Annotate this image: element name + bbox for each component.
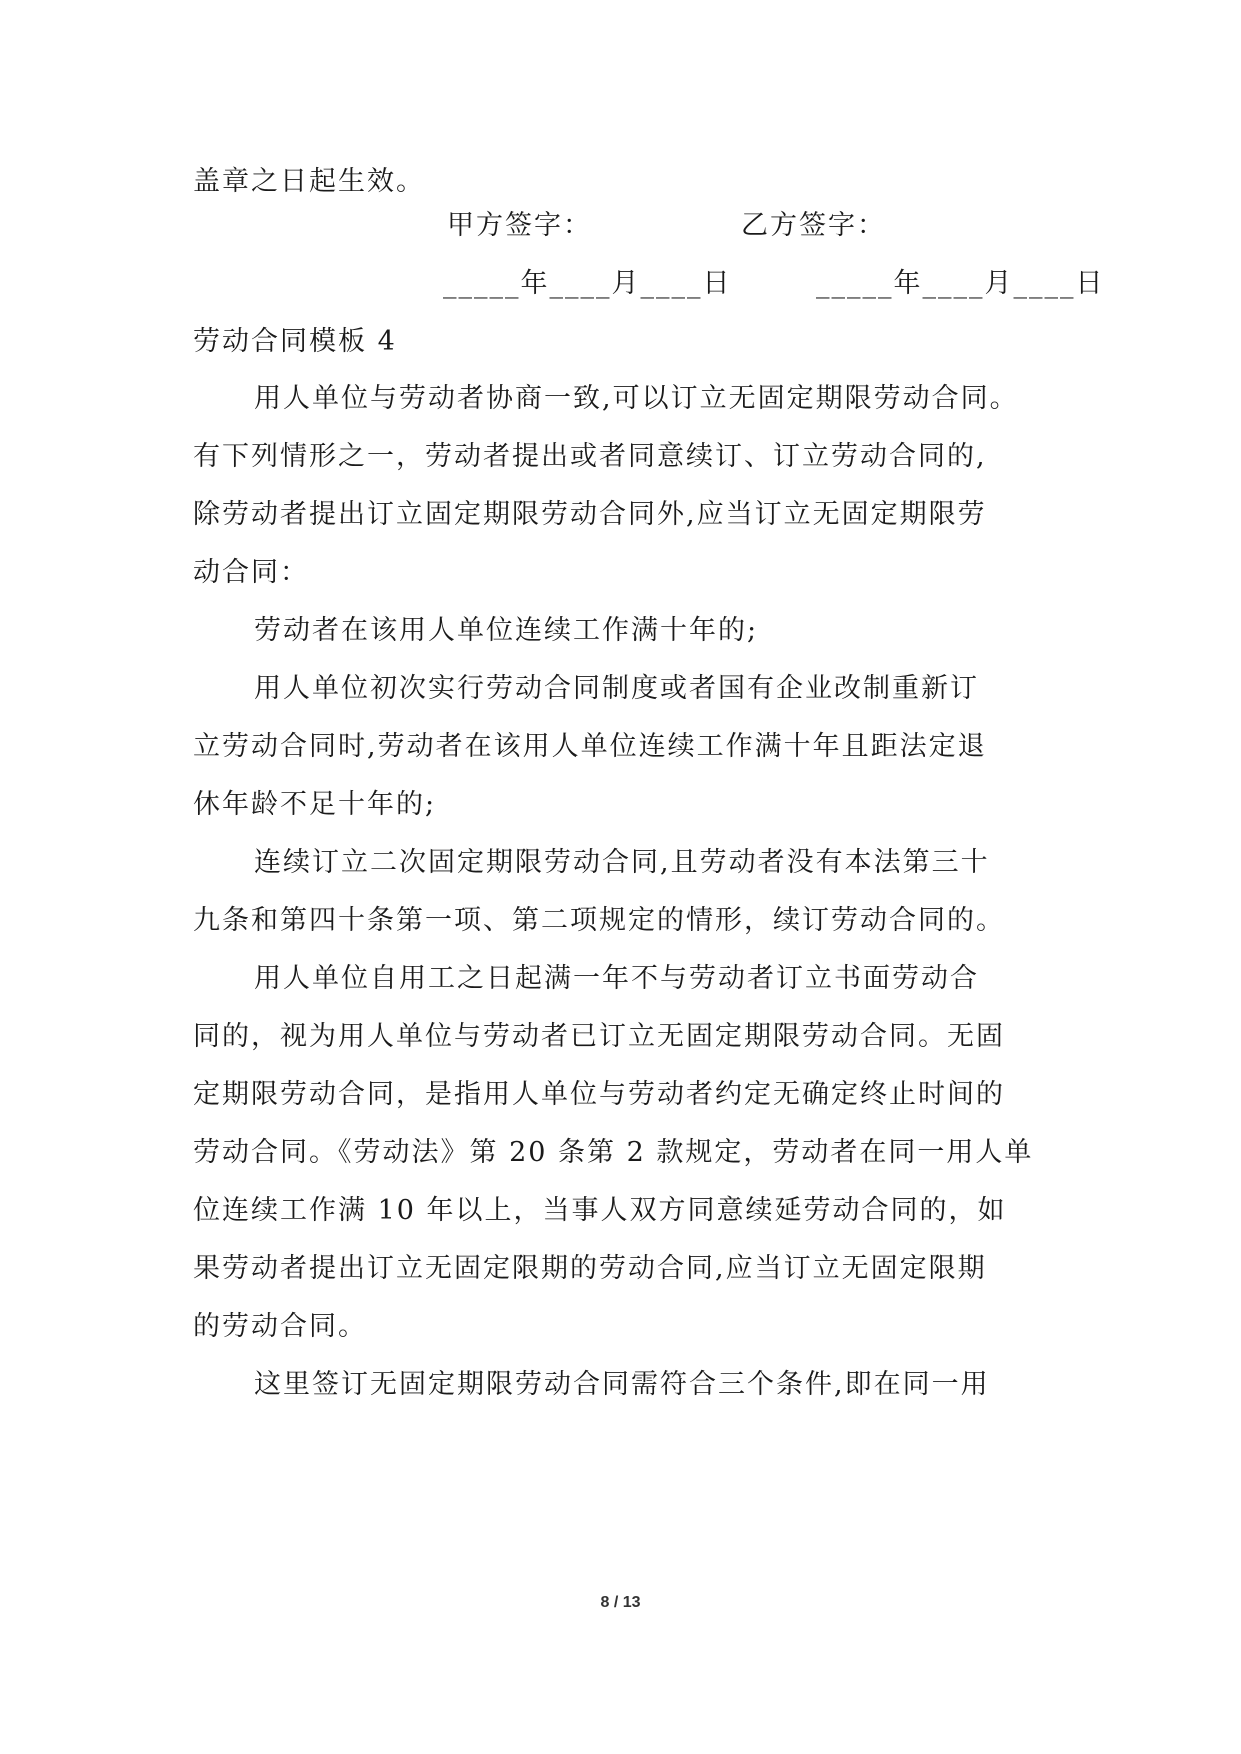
text-line-2: 用人单位与劳动者协商一致,可以订立无固定期限劳动合同。 bbox=[254, 383, 1019, 414]
text-line-10: 连续订立二次固定期限劳动合同,且劳动者没有本法第三十 bbox=[254, 847, 990, 878]
text-line-13: 同的，视为用人单位与劳动者已订立无固定期限劳动合同。无固 bbox=[193, 1021, 1005, 1052]
text-line-11: 九条和第四十条第一项、第二项规定的情形，续订劳动合同的。 bbox=[193, 905, 1005, 936]
text-line-8: 立劳动合同时,劳动者在该用人单位连续工作满十年且距法定退 bbox=[193, 731, 987, 762]
text-line-6: 劳动者在该用人单位连续工作满十年的; bbox=[254, 615, 759, 646]
text-line-16: 位连续工作满 10 年以上，当事人双方同意续延劳动合同的，如 bbox=[193, 1195, 1007, 1226]
text-line-7: 用人单位初次实行劳动合同制度或者国有企业改制重新订 bbox=[254, 673, 979, 704]
signature-row bbox=[193, 208, 1073, 244]
party-a-signature-label: 甲方签字： bbox=[447, 210, 592, 241]
text-line-14: 定期限劳动合同，是指用人单位与劳动者约定无确定终止时间的 bbox=[193, 1079, 1005, 1110]
section-heading: 劳动合同模板 4 bbox=[193, 326, 397, 357]
text-line-1: 盖章之日起生效。 bbox=[193, 166, 425, 197]
text-line-3: 有下列情形之一，劳动者提出或者同意续订、订立劳动合同的, bbox=[193, 441, 987, 472]
text-line-17: 果劳动者提出订立无固定限期的劳动合同,应当订立无固定限期 bbox=[193, 1253, 987, 1284]
text-line-4: 除劳动者提出订立固定期限劳动合同外,应当订立无固定期限劳 bbox=[193, 499, 987, 530]
text-line-18: 的劳动合同。 bbox=[193, 1311, 367, 1342]
party-a-date: _____年____月____日 bbox=[443, 268, 732, 299]
text-line-19: 这里签订无固定期限劳动合同需符合三个条件,即在同一用 bbox=[254, 1369, 990, 1400]
page-number: 8 / 13 bbox=[600, 1594, 641, 1611]
party-b-signature-label: 乙方签字： bbox=[741, 210, 886, 241]
text-line-5: 动合同： bbox=[193, 557, 309, 588]
text-line-9: 休年龄不足十年的; bbox=[193, 789, 437, 820]
date-row bbox=[193, 266, 1105, 302]
text-line-12: 用人单位自用工之日起满一年不与劳动者订立书面劳动合 bbox=[254, 963, 979, 994]
party-b-date: _____年____月____日 bbox=[816, 268, 1105, 299]
text-line-15: 劳动合同。《劳动法》第 20 条第 2 款规定，劳动者在同一用人单 bbox=[193, 1137, 1034, 1168]
